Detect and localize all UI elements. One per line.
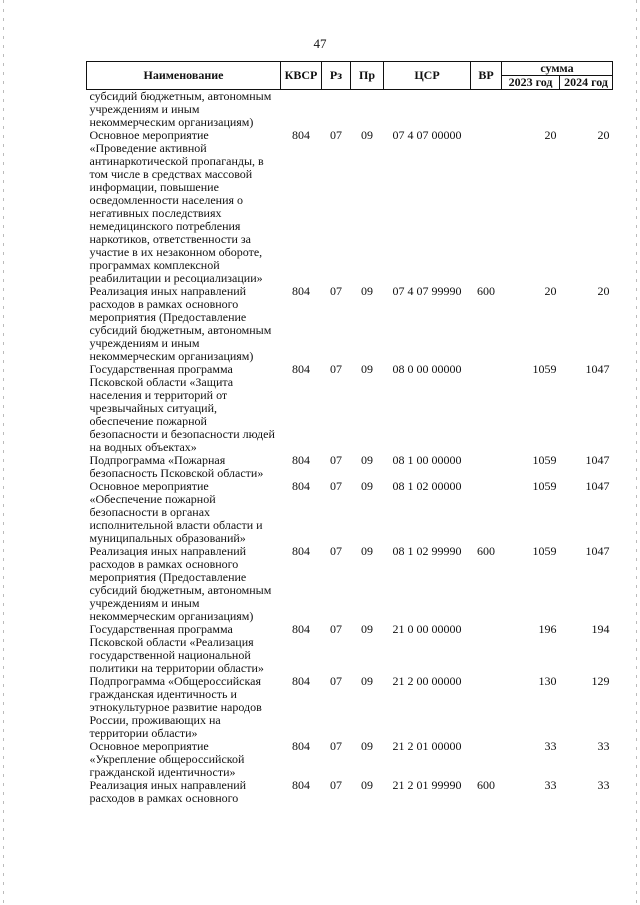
cell-sum-2023: 20 [544,128,557,142]
cell-csr: 08 1 02 99990 [392,544,462,558]
row-name-line: информации, повышение [89,180,219,194]
row-name-cell [87,363,281,454]
cell-kvsr: 804 [292,778,310,792]
cell-rz: 07 [330,453,342,467]
cell-vr: 600 [477,544,495,558]
cell-vr: 600 [477,284,495,298]
row-name-line: Государственная программа [89,622,233,636]
cell-sum-2024: 20 [597,128,610,142]
row-name-line: «Проведение активной [89,141,207,155]
row-name-line: «Укрепление общероссийской [89,752,245,766]
cell-sum-2023: 1059 [532,362,557,376]
cell-sum-2023: 33 [544,778,557,792]
row-name-line: безопасности в органах [89,505,211,519]
row-name-line: политики на территории области» [89,661,264,675]
row-name-cell [87,545,281,623]
cell-vr [471,363,502,454]
cell-sum-2024: 33 [597,778,610,792]
table-row [87,675,613,740]
row-name-line: исполнительной власти области и [89,518,263,532]
row-name-line: расходов в рамках основного [89,297,239,311]
cell-pr: 09 [361,739,373,753]
table-row [87,129,613,285]
cell-pr: 09 [361,674,373,688]
header-sum: сумма [502,62,613,76]
row-name-line: участие в их незаконном обороте, [89,245,263,259]
table-body [87,90,613,806]
row-name-line: этнокультурное развитие народов [89,700,262,714]
row-name-line: программах комплексной [89,258,220,272]
row-name-line: населения и территорий от [89,388,228,402]
row-name-line: обеспечение пожарной [89,414,207,428]
budget-table [86,61,613,805]
cell-csr: 07 4 07 99990 [392,284,462,298]
cell-rz: 07 [330,479,342,493]
cell-kvsr: 804 [292,544,310,558]
row-name-line: Государственная программа [89,362,233,376]
cell-sum-2024: 1047 [585,479,610,493]
header-name: Наименование [87,62,281,90]
cell-vr [471,623,502,675]
continuation-cell [87,90,281,130]
row-name-line: учреждениям и иным [89,596,200,610]
cell-pr: 09 [361,453,373,467]
cell-csr: 21 2 00 00000 [392,674,462,688]
cell-sum-2024: 33 [597,739,610,753]
scan-edge-left [3,0,4,905]
cell-kvsr: 804 [292,739,310,753]
row-name-line: антинаркотической пропаганды, в [89,154,264,168]
row-name-line: Реализация иных направлений [89,284,247,298]
cell-kvsr: 804 [292,362,310,376]
row-name-line: Основное мероприятие [89,128,209,142]
cell-kvsr: 804 [292,128,310,142]
table-row [87,285,613,363]
cell-rz: 07 [330,778,342,792]
row-name-line: территории области» [89,726,198,740]
row-name-cell [87,480,281,545]
row-name-cell [87,285,281,363]
cell-sum-2024: 20 [597,284,610,298]
header-pr: Пр [351,62,384,90]
cell-vr [471,129,502,285]
row-name-line: субсидий бюджетным, автономным [89,323,272,337]
cell-csr: 21 0 00 00000 [392,622,462,636]
cell-vr [471,740,502,779]
header-year-2023: 2023 год [502,76,560,90]
cell-kvsr: 804 [292,479,310,493]
cell-sum-2024: 194 [591,622,610,636]
table-row [87,480,613,545]
cell-pr: 09 [361,544,373,558]
cell-vr [471,675,502,740]
row-name-line: мероприятия (Предоставление [89,310,247,324]
row-name-line: некоммерческим организациям) [89,349,254,363]
cell-rz: 07 [330,739,342,753]
table-row [87,454,613,480]
header-kvsr: КВСР [281,62,322,90]
row-name-line: субсидий бюджетным, автономным [89,583,272,597]
cell-csr: 08 1 00 00000 [392,453,462,467]
row-name-cell [87,454,281,480]
cell-sum-2023: 1059 [532,544,557,558]
cell-csr: 08 0 00 00000 [392,362,462,376]
row-name-line: мероприятия (Предоставление [89,570,247,584]
row-name-line: «Обеспечение пожарной [89,492,216,506]
page-number: 47 [313,36,327,51]
cell-sum-2024: 1047 [585,544,610,558]
table-row [87,545,613,623]
cell-csr: 08 1 02 00000 [392,479,462,493]
row-name-line: некоммерческим организациям) [89,609,254,623]
header-csr: ЦСР [384,62,471,90]
table-row [87,740,613,779]
cell-kvsr: 804 [292,453,310,467]
row-name-line: расходов в рамках основного [89,557,239,571]
table-header [87,62,613,90]
cell-kvsr: 804 [292,622,310,636]
cell-pr: 09 [361,362,373,376]
continuation-line: субсидий бюджетным, автономным [89,89,272,103]
table-row [87,363,613,454]
cell-vr [471,480,502,545]
continuation-line: учреждениям и иным [89,102,200,116]
row-name-line: безопасность Псковской области» [89,466,264,480]
scan-edge-right [636,0,637,905]
row-name-line: наркотиков, ответственности за [89,232,251,246]
cell-pr: 09 [361,622,373,636]
cell-pr: 09 [361,284,373,298]
row-name-line: Основное мероприятие [89,739,209,753]
table-row [87,623,613,675]
cell-kvsr: 804 [292,284,310,298]
cell-sum-2023: 130 [538,674,557,688]
cell-sum-2023: 1059 [532,453,557,467]
row-name-line: осведомленности населения о [89,193,244,207]
row-name-line: том числе в средствах массовой [89,167,253,181]
row-name-line: гражданской идентичности» [89,765,236,779]
cell-vr: 600 [477,778,495,792]
cell-sum-2023: 33 [544,739,557,753]
row-name-line: немедицинского потребления [89,219,241,233]
row-name-cell [87,623,281,675]
cell-sum-2023: 20 [544,284,557,298]
cell-pr: 09 [361,128,373,142]
cell-csr: 21 2 01 99990 [392,778,462,792]
cell-rz: 07 [330,622,342,636]
cell-sum-2023: 1059 [532,479,557,493]
row-name-line: учреждениям и иным [89,336,200,350]
row-name-line: на водных объектах» [89,440,197,454]
row-name-line: безопасности и безопасности людей [89,427,275,441]
row-name-line: России, проживающих на [89,713,221,727]
cell-vr [471,454,502,480]
row-name-line: Подпрограмма «Пожарная [89,453,226,467]
row-name-cell [87,129,281,285]
row-name-line: муниципальных образований» [89,531,246,545]
row-name-line: Псковской области «Защита [89,375,234,389]
row-name-line: Реализация иных направлений [89,544,247,558]
cell-csr: 21 2 01 00000 [392,739,462,753]
row-name-cell [87,779,281,805]
cell-csr: 07 4 07 00000 [392,128,462,142]
continuation-row [87,90,613,130]
cell-pr: 09 [361,479,373,493]
cell-sum-2024: 1047 [585,362,610,376]
cell-kvsr: 804 [292,674,310,688]
continuation-line: некоммерческим организациям) [89,115,254,129]
cell-pr: 09 [361,778,373,792]
row-name-line: негативных последствиях [89,206,222,220]
cell-rz: 07 [330,284,342,298]
row-name-line: гражданская идентичность и [89,687,237,701]
row-name-cell [87,675,281,740]
cell-sum-2024: 1047 [585,453,610,467]
row-name-cell [87,740,281,779]
row-name-line: Реализация иных направлений [89,778,247,792]
cell-rz: 07 [330,128,342,142]
cell-rz: 07 [330,362,342,376]
cell-sum-2023: 196 [538,622,557,636]
cell-rz: 07 [330,674,342,688]
header-vr: ВР [471,62,502,90]
table-row [87,779,613,805]
header-year-2024: 2024 год [560,76,613,90]
row-name-line: расходов в рамках основного [89,791,239,805]
row-name-line: Псковской области «Реализация [89,635,254,649]
row-name-line: Подпрограмма «Общероссийская [89,674,261,688]
row-name-line: государственной национальной [89,648,251,662]
row-name-line: реабилитации и ресоциализации» [89,271,263,285]
cell-rz: 07 [330,544,342,558]
row-name-line: Основное мероприятие [89,479,209,493]
header-rz: Рз [322,62,351,90]
row-name-line: чрезвычайных ситуаций, [89,401,218,415]
cell-sum-2024: 129 [591,674,610,688]
